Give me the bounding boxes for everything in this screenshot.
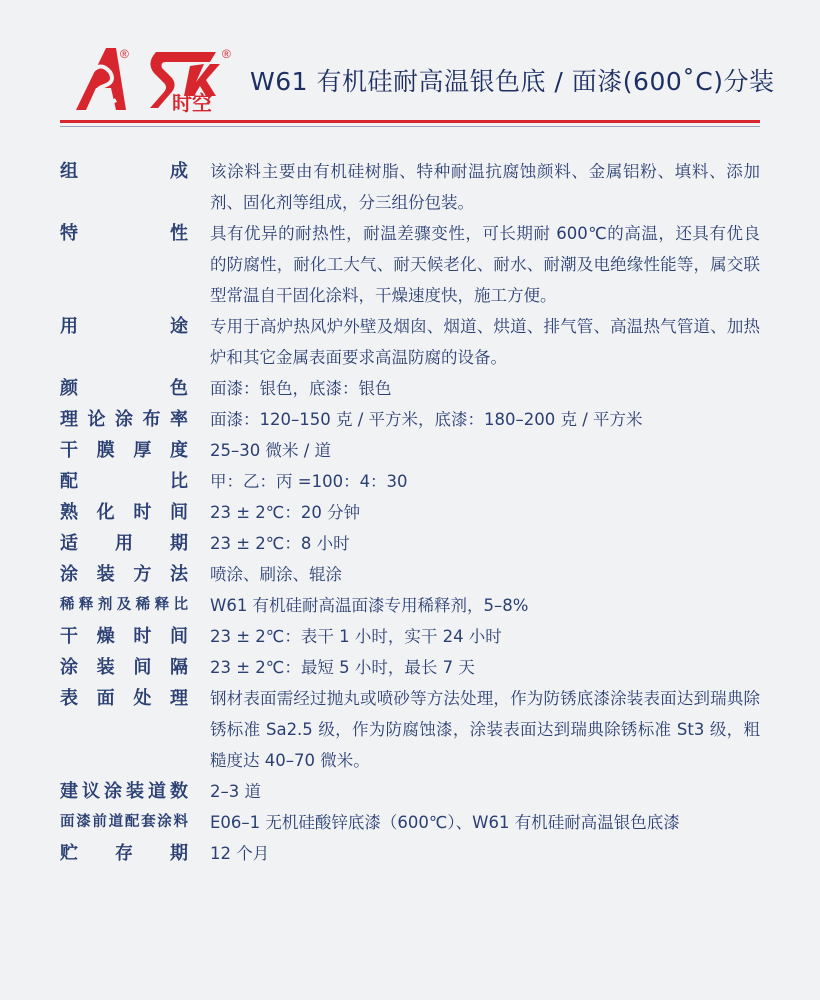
logo-subtitle: 时空 — [172, 91, 212, 114]
svg-text:®: ® — [120, 47, 129, 61]
spec-value: 面漆：银色，底漆：银色 — [210, 379, 392, 398]
spec-label: 理论涂布率 — [60, 409, 188, 430]
spec-row-induction-time — [60, 497, 760, 528]
spec-value: 25–30 微米 / 道 — [210, 441, 332, 460]
registered-mark: ® — [222, 47, 231, 61]
spec-table — [60, 156, 760, 869]
spec-value: 甲：乙：丙 =100：4：30 — [210, 472, 408, 491]
spec-value: 23 ± 2℃：20 分钟 — [210, 503, 361, 522]
spec-value: 23 ± 2℃：8 小时 — [210, 534, 350, 553]
spec-row-application-method — [60, 559, 760, 590]
spec-label: 稀释剂及稀释比 — [60, 597, 188, 613]
spec-row-primer-system — [60, 807, 760, 838]
spec-value: 专用于高炉热风炉外壁及烟囱、烟道、烘道、排气管、高温热气管道、加热炉和其它金属表面要求高温防腐的设备。 — [210, 317, 760, 367]
spec-row-usage — [60, 311, 760, 373]
spec-label: 建议涂装道数 — [60, 781, 188, 802]
spec-label: 面漆前道配套涂料 — [60, 814, 188, 830]
header-red-rule — [60, 120, 760, 123]
header — [0, 0, 820, 130]
spec-value: 钢材表面需经过抛丸或喷砂等方法处理，作为防锈底漆涂装表面达到瑞典除锈标准 Sa2.5 级，作为防腐蚀漆，涂装表面达到瑞典除锈标准 St3 级，粗糙度达 40–70 微米。 — [210, 689, 760, 770]
spec-row-composition — [60, 156, 760, 218]
spec-row-recommended-coats — [60, 776, 760, 807]
spec-row-pot-life — [60, 528, 760, 559]
spec-label: 熟化时间 — [60, 502, 188, 523]
brand-logo — [72, 44, 242, 114]
spec-value: 2–3 道 — [210, 782, 261, 801]
spec-row-recoat-interval — [60, 652, 760, 683]
spec-row-drying-time — [60, 621, 760, 652]
spec-label: 用途 — [60, 316, 188, 337]
spec-value: 具有优异的耐热性，耐温差骤变性，可长期耐 600℃的高温，还具有优良的防腐性，耐化工大气、耐天候老化、耐水、耐潮及电绝缘性能等，属交联型常温自干固化涂料，干燥速度快，施工方便。 — [210, 224, 760, 305]
spec-row-color — [60, 373, 760, 404]
spec-row-thinner — [60, 590, 760, 621]
spec-label: 贮存期 — [60, 843, 188, 864]
spec-label: 干膜厚度 — [60, 440, 188, 461]
spec-label: 涂装方法 — [60, 564, 188, 585]
spec-value: W61 有机硅耐高温面漆专用稀释剂，5–8% — [210, 596, 529, 615]
spec-label: 颜色 — [60, 378, 188, 399]
spec-value: 该涂料主要由有机硅树脂、特种耐温抗腐蚀颜料、金属铝粉、填料、添加剂、固化剂等组成，分三组份包装。 — [210, 162, 760, 212]
spec-label: 表面处理 — [60, 688, 188, 709]
spec-row-film-thickness — [60, 435, 760, 466]
spec-label: 涂装间隔 — [60, 657, 188, 678]
spec-value: 23 ± 2℃：最短 5 小时，最长 7 天 — [210, 658, 475, 677]
spec-row-shelf-life — [60, 838, 760, 869]
spec-row-mix-ratio — [60, 466, 760, 497]
spec-row-surface-prep — [60, 683, 760, 776]
spec-label: 干燥时间 — [60, 626, 188, 647]
spec-value: 面漆：120–150 克 / 平方米，底漆：180–200 克 / 平方米 — [210, 410, 643, 429]
spec-value: 喷涂、刷涂、辊涂 — [210, 565, 342, 584]
spec-label: 组成 — [60, 161, 188, 182]
spec-label: 特性 — [60, 223, 188, 244]
spec-label: 配比 — [60, 471, 188, 492]
spec-value: 12 个月 — [210, 844, 270, 863]
header-gray-rule — [60, 126, 760, 127]
spec-row-coverage — [60, 404, 760, 435]
spec-row-properties — [60, 218, 760, 311]
document-title: W61 有机硅耐高温银色底 / 面漆(600˚C)分装 — [250, 67, 775, 96]
spec-value: 23 ± 2℃：表干 1 小时，实干 24 小时 — [210, 627, 502, 646]
spec-label: 适用期 — [60, 533, 188, 554]
spec-value: E06–1 无机硅酸锌底漆（600℃）、W61 有机硅耐高温银色底漆 — [210, 813, 680, 832]
